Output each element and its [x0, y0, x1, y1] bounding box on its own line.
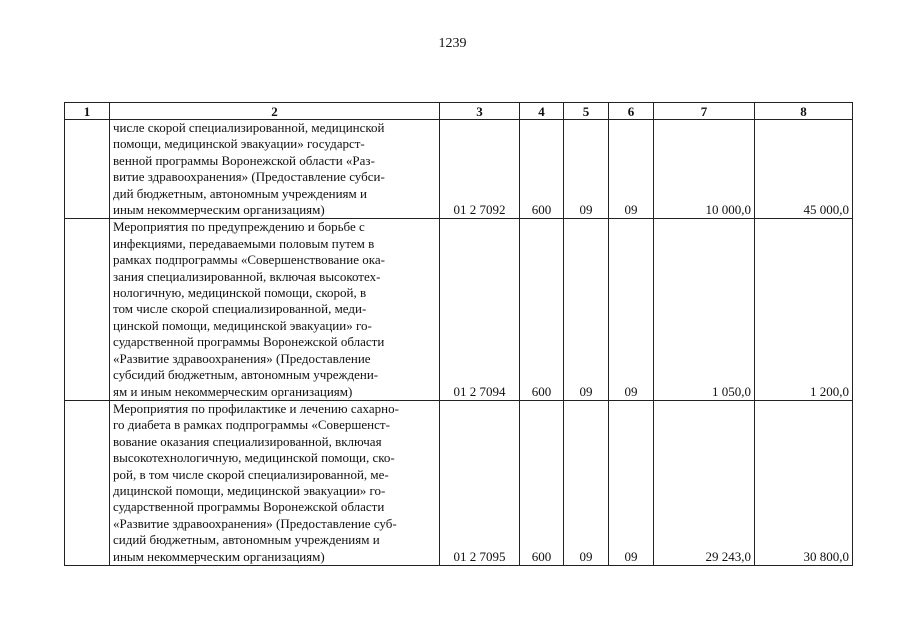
table-header-row [65, 103, 853, 120]
section-cell: 09 [564, 219, 609, 400]
page-number: 1239 [438, 36, 467, 51]
column-header: 2 [110, 103, 440, 120]
description-line: Мероприятия по профилактике и лечению сахарно- [113, 400, 399, 416]
section-cell: 09 [564, 120, 609, 219]
amount-cell: 1 050,0 [654, 219, 755, 400]
amount-cell: 1 200,0 [755, 219, 853, 400]
table-row [65, 120, 853, 219]
row-number-cell [65, 120, 110, 219]
description-cell [110, 219, 440, 400]
description-line: «Развитие здравоохранения» (Предоставление суб- [113, 515, 397, 531]
description-line: инфекциями, передаваемыми половым путем в [113, 235, 375, 251]
table-row [65, 219, 853, 400]
description-line: сударственной программы Воронежской области [113, 334, 385, 350]
column-header: 5 [564, 103, 609, 120]
column-header: 1 [65, 103, 110, 120]
description-line: высокотехнологичную, медицинской помощи, ско- [113, 450, 395, 466]
description-line: субсидий бюджетным, автономным учреждени- [113, 367, 379, 383]
amount-cell: 10 000,0 [654, 120, 755, 219]
column-header: 3 [440, 103, 520, 120]
description-line: цинской помощи, медицинской эвакуации» го- [113, 317, 372, 333]
description-cell [110, 120, 440, 219]
expense-type-cell: 600 [520, 219, 564, 400]
budget-table [64, 102, 853, 566]
target-code-cell: 01 2 7095 [440, 400, 520, 565]
description-line: ям и иным некоммерческим организациям) [113, 383, 353, 399]
description-line: го диабета в рамках подпрограммы «Совершенст- [113, 417, 390, 433]
subsection-cell: 09 [609, 219, 654, 400]
description-line: числе скорой специализированной, медицинской [113, 120, 385, 135]
expense-type-cell: 600 [520, 400, 564, 565]
section-cell: 09 [564, 400, 609, 565]
description-line: Мероприятия по предупреждению и борьбе с [113, 219, 365, 235]
description-line: вование оказания специализированной, включая [113, 433, 382, 449]
description-line: дий бюджетным, автономным учреждениям и [113, 185, 367, 201]
description-line: витие здравоохранения» (Предоставление субси- [113, 169, 385, 185]
description-line: рой, в том числе скорой специализированной, ме- [113, 466, 389, 482]
description-line: помощи, медицинской эвакуации» государст- [113, 136, 365, 152]
description-line: нологичную, медицинской помощи, скорой, в [113, 285, 367, 301]
table-row [65, 400, 853, 565]
description-cell [110, 400, 440, 565]
column-header: 8 [755, 103, 853, 120]
description-line: том числе скорой специализированной, меди- [113, 301, 367, 317]
column-header: 6 [609, 103, 654, 120]
column-header: 7 [654, 103, 755, 120]
expense-type-cell: 600 [520, 120, 564, 219]
description-line: рамках подпрограммы «Совершенствование ока- [113, 252, 385, 268]
amount-cell: 30 800,0 [755, 400, 853, 565]
subsection-cell: 09 [609, 120, 654, 219]
description-line: венной программы Воронежской области «Раз- [113, 152, 375, 168]
amount-cell: 45 000,0 [755, 120, 853, 219]
description-line: сидий бюджетным, автономным учреждениям и [113, 532, 380, 548]
row-number-cell [65, 400, 110, 565]
description-line: «Развитие здравоохранения» (Предоставление [113, 350, 371, 366]
description-line: иным некоммерческим организациям) [113, 202, 325, 218]
amount-cell: 29 243,0 [654, 400, 755, 565]
subsection-cell: 09 [609, 400, 654, 565]
description-line: зания специализированной, включая высокотех- [113, 268, 381, 284]
target-code-cell: 01 2 7092 [440, 120, 520, 219]
row-number-cell [65, 219, 110, 400]
target-code-cell: 01 2 7094 [440, 219, 520, 400]
column-header: 4 [520, 103, 564, 120]
description-line: сударственной программы Воронежской области [113, 499, 385, 515]
description-line: иным некоммерческим организациям) [113, 548, 325, 564]
description-line: дицинской помощи, медицинской эвакуации» го- [113, 482, 386, 498]
